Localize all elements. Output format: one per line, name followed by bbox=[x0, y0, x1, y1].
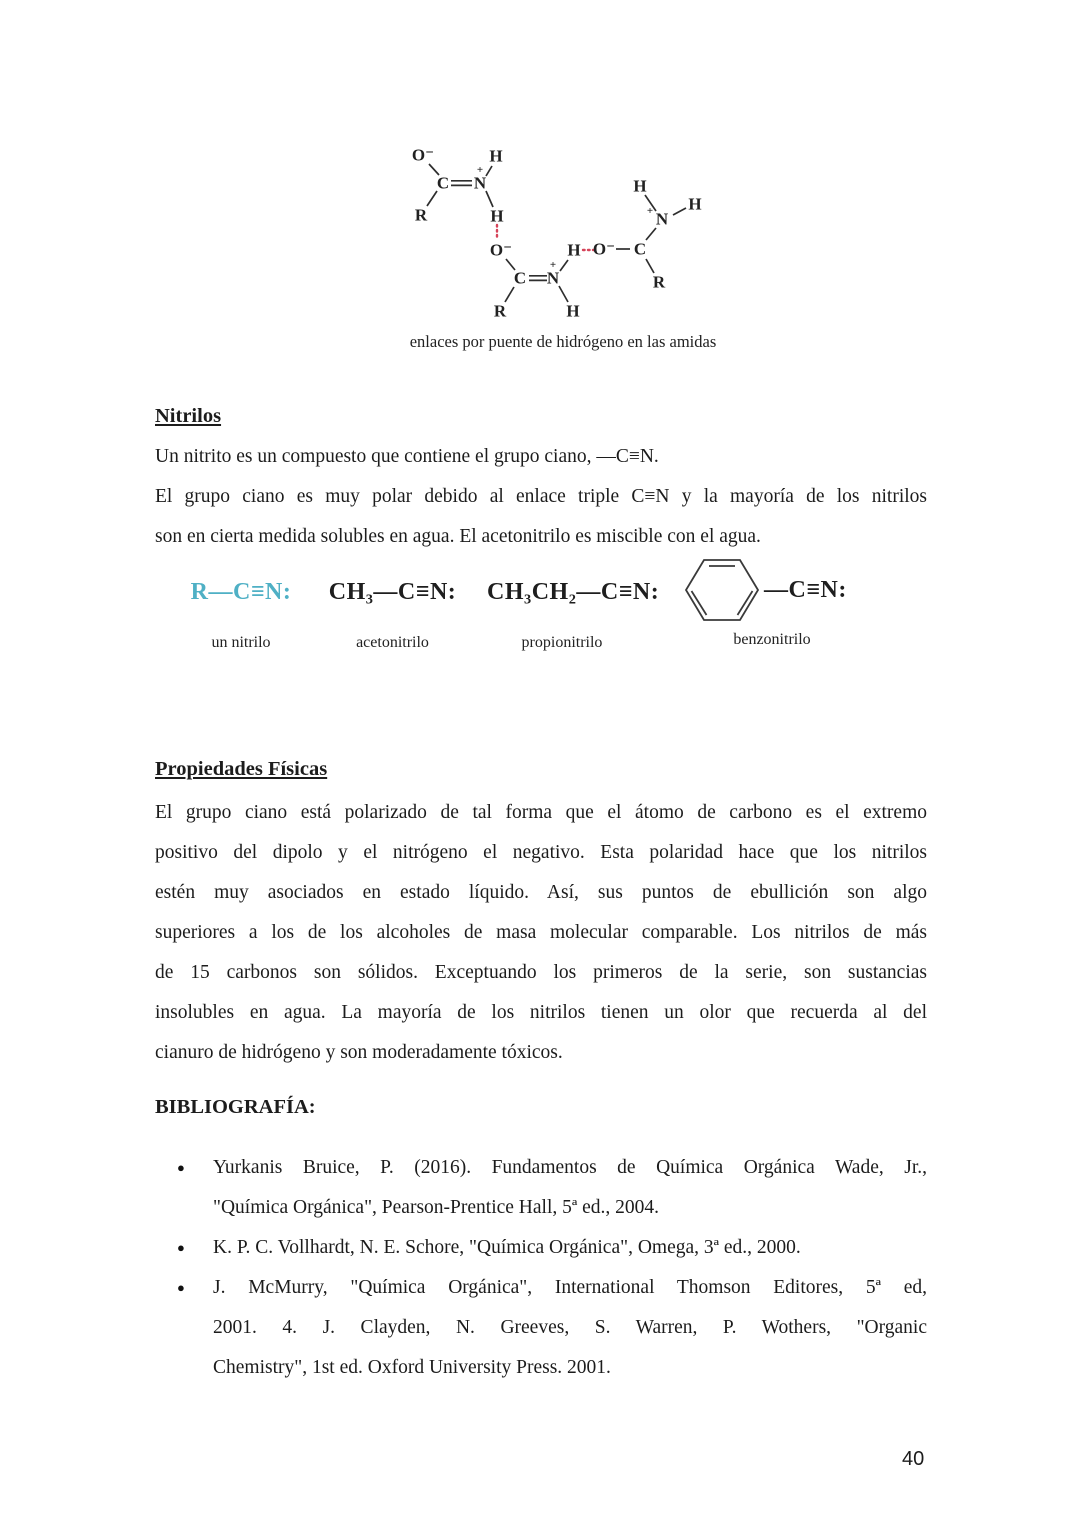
entry-line: Chemistry", 1st ed. Oxford University Press. 2001. bbox=[213, 1357, 611, 1378]
atom-o-minus: O⁻ bbox=[592, 239, 616, 259]
paragraph-line: son en cierta medida solubles en agua. El acetonitrilo es miscible con el agua. bbox=[155, 526, 761, 547]
bullet-icon: ● bbox=[177, 1280, 185, 1295]
atom-h: H bbox=[566, 301, 580, 321]
bond-line bbox=[646, 228, 656, 240]
nitrile-example-benzonitrile bbox=[682, 552, 862, 649]
section-bibliografia bbox=[155, 1092, 927, 1388]
amide-hbond-figure bbox=[388, 139, 738, 352]
formula-label: benzonitrilo bbox=[733, 631, 811, 648]
paragraph-line: positivo del dipolo y el nitrógeno el negativo. Esta polaridad hace que los nitrilos bbox=[155, 842, 927, 863]
bullet-icon: ● bbox=[177, 1160, 185, 1175]
paragraph-line: El grupo ciano es muy polar debido al enlace triple C≡N y la mayoría de los nitrilos bbox=[155, 486, 927, 507]
entry-line: "Química Orgánica", Pearson-Prentice Hall, 5ª ed., 2004. bbox=[213, 1197, 660, 1218]
plus-charge: + bbox=[549, 259, 557, 271]
figure-caption: enlaces por puente de hidrógeno en las amidas bbox=[409, 332, 717, 351]
atom-h: H bbox=[688, 194, 702, 214]
formula-label: propionitrilo bbox=[521, 634, 603, 651]
benzonitrile-structure bbox=[682, 552, 862, 628]
nitrile-example-generic bbox=[180, 579, 302, 652]
paragraph-line: superiores a los de los alcoholes de masa molecular comparable. Los nitrilos de más bbox=[155, 922, 927, 943]
amide-structure-diagram bbox=[396, 139, 736, 329]
entry-line: J. McMurry, "Química Orgánica", International Thomson Editores, 5ª ed, bbox=[213, 1277, 927, 1298]
paragraph-line: estén muy asociados en estado líquido. Así, sus puntos de ebullición son algo bbox=[155, 882, 927, 903]
plus-charge: + bbox=[476, 164, 484, 176]
atom-n: N bbox=[546, 268, 560, 288]
entry-line: Yurkanis Bruice, P. (2016). Fundamentos de Química Orgánica Wade, Jr., bbox=[213, 1157, 927, 1178]
bond-line bbox=[646, 259, 654, 273]
bond-line bbox=[673, 208, 686, 215]
nitrile-example-propionitrile bbox=[487, 579, 660, 652]
bond-line bbox=[505, 287, 514, 302]
bibliography-entry bbox=[155, 1148, 927, 1228]
bond-line bbox=[559, 286, 568, 302]
atom-r: R bbox=[652, 272, 666, 292]
formula-label: un nitrilo bbox=[211, 634, 271, 651]
atom-o-minus: O⁻ bbox=[411, 145, 435, 165]
formula-acetonitrile: CH₃—C≡N: bbox=[328, 579, 457, 605]
nitrile-example-acetonitrile bbox=[325, 579, 460, 652]
section-nitrilos bbox=[155, 403, 927, 557]
atom-h: H bbox=[567, 240, 581, 260]
atom-h: H bbox=[490, 206, 504, 226]
atom-n: N bbox=[473, 173, 487, 193]
paragraph-line: cianuro de hidrógeno y son moderadamente tóxicos. bbox=[155, 1042, 563, 1063]
benzene-ring-icon bbox=[682, 552, 768, 628]
bond-line bbox=[486, 166, 492, 176]
paragraph-line: El grupo ciano está polarizado de tal forma que el átomo de carbono es el extremo bbox=[155, 802, 927, 823]
entry-line: K. P. C. Vollhardt, N. E. Schore, "Química Orgánica", Omega, 3ª ed., 2000. bbox=[213, 1237, 801, 1258]
plus-charge: + bbox=[646, 205, 654, 217]
section-heading: Nitrilos bbox=[155, 405, 222, 427]
atom-n: N bbox=[655, 209, 669, 229]
bibliography-entry bbox=[155, 1228, 927, 1268]
atom-r: R bbox=[493, 301, 507, 321]
atom-h: H bbox=[633, 176, 647, 196]
bond-line bbox=[560, 260, 568, 271]
section-heading: BIBLIOGRAFÍA: bbox=[155, 1096, 316, 1118]
atom-c: C bbox=[513, 268, 527, 288]
atom-h: H bbox=[489, 146, 503, 166]
section-heading: Propiedades Físicas bbox=[155, 758, 328, 780]
entry-line: 2001. 4. J. Clayden, N. Greeves, S. Warren, P. Wothers, "Organic bbox=[213, 1317, 927, 1338]
formula-label: acetonitrilo bbox=[356, 634, 429, 651]
atom-c: C bbox=[633, 239, 647, 259]
formula-propionitrile: CH₃CH₂—C≡N: bbox=[487, 579, 660, 605]
bibliography-list bbox=[155, 1148, 927, 1388]
page-number: 40 bbox=[902, 1448, 925, 1470]
paragraph-line: Un nitrito es un compuesto que contiene el grupo ciano, —C≡N. bbox=[155, 446, 659, 467]
atom-c: C bbox=[436, 173, 450, 193]
section-propiedades-fisicas bbox=[155, 756, 927, 1073]
bibliography-entry bbox=[155, 1268, 927, 1388]
atom-r: R bbox=[414, 205, 428, 225]
paragraph-line: de 15 carbonos son sólidos. Exceptuando los primeros de la serie, son sustancias bbox=[155, 962, 927, 983]
bond-line bbox=[486, 191, 493, 207]
atom-o-minus: O⁻ bbox=[489, 240, 513, 260]
formula-benzonitrile: —C≡N: bbox=[764, 577, 847, 603]
bond-line bbox=[427, 191, 437, 206]
benzene-ring-outline bbox=[686, 560, 758, 620]
paragraph-line: insolubles en agua. La mayoría de los nitrilos tienen un olor que recuerda al del bbox=[155, 1002, 927, 1023]
bullet-icon: ● bbox=[177, 1240, 185, 1255]
formula-generic-nitrile: R—C≡N: bbox=[190, 579, 292, 605]
